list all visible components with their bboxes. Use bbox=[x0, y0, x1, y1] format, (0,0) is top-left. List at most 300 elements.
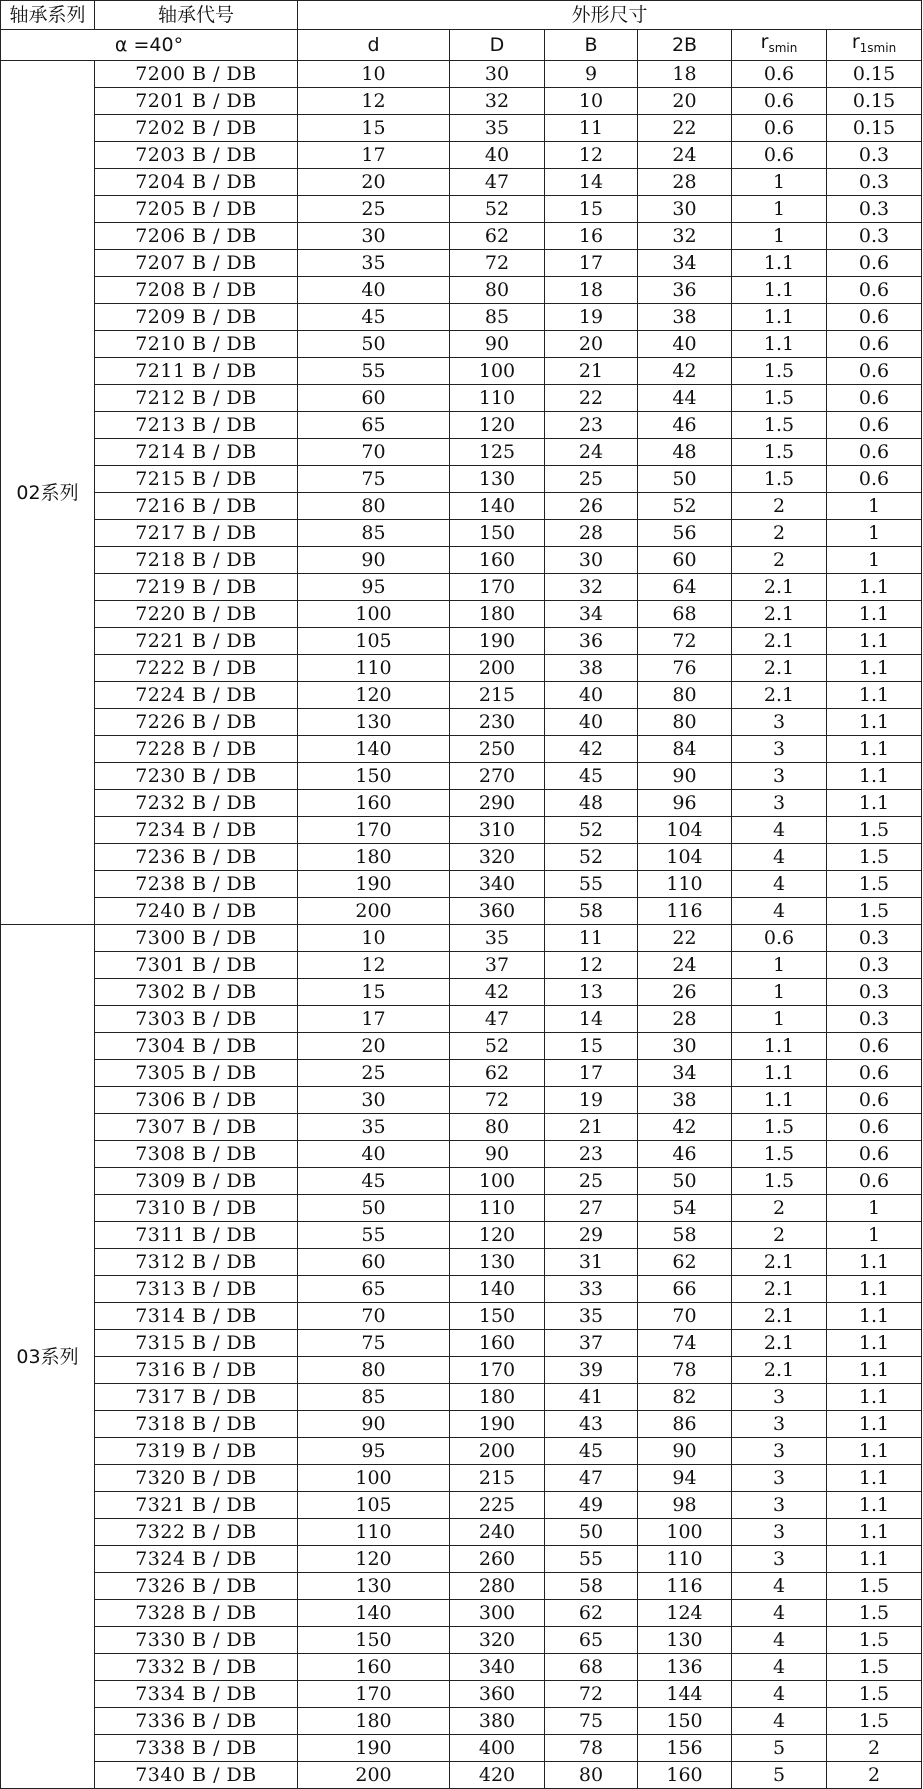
outer-d-cell: 100 bbox=[450, 1168, 545, 1195]
outer-d-cell: 32 bbox=[450, 88, 545, 115]
table-row bbox=[1, 1735, 922, 1762]
width-b-cell: 27 bbox=[545, 1195, 638, 1222]
width-2b-cell: 38 bbox=[638, 1087, 732, 1114]
bearing-code-cell: 7301 B / DB bbox=[95, 952, 298, 979]
bore-d-cell: 105 bbox=[298, 1492, 450, 1519]
table-row bbox=[1, 1276, 922, 1303]
width-2b-cell: 50 bbox=[638, 1168, 732, 1195]
width-b-cell: 16 bbox=[545, 223, 638, 250]
bearing-code-cell: 7317 B / DB bbox=[95, 1384, 298, 1411]
rsmin-cell: 3 bbox=[732, 1411, 827, 1438]
rsmin-cell: 5 bbox=[732, 1762, 827, 1789]
rsmin-cell: 4 bbox=[732, 844, 827, 871]
r1smin-cell: 1.1 bbox=[827, 736, 922, 763]
outer-d-cell: 35 bbox=[450, 925, 545, 952]
outer-d-cell: 140 bbox=[450, 493, 545, 520]
bearing-code-cell: 7207 B / DB bbox=[95, 250, 298, 277]
outer-d-cell: 270 bbox=[450, 763, 545, 790]
width-2b-cell: 46 bbox=[638, 1141, 732, 1168]
table-row bbox=[1, 1033, 922, 1060]
table-row bbox=[1, 358, 922, 385]
bore-d-cell: 105 bbox=[298, 628, 450, 655]
table-row bbox=[1, 466, 922, 493]
rsmin-cell: 1.5 bbox=[732, 1168, 827, 1195]
width-2b-cell: 72 bbox=[638, 628, 732, 655]
width-2b-cell: 50 bbox=[638, 466, 732, 493]
width-b-cell: 20 bbox=[545, 331, 638, 358]
r1smin-cell: 1.1 bbox=[827, 1357, 922, 1384]
r1smin-cell: 1 bbox=[827, 1195, 922, 1222]
r1smin-cell: 1.1 bbox=[827, 1303, 922, 1330]
bearing-code-cell: 7318 B / DB bbox=[95, 1411, 298, 1438]
bore-d-cell: 95 bbox=[298, 1438, 450, 1465]
width-b-cell: 9 bbox=[545, 61, 638, 88]
bearing-code-cell: 7303 B / DB bbox=[95, 1006, 298, 1033]
bore-d-cell: 190 bbox=[298, 871, 450, 898]
width-b-cell: 14 bbox=[545, 169, 638, 196]
outer-d-cell: 380 bbox=[450, 1708, 545, 1735]
r1smin-cell: 1.5 bbox=[827, 817, 922, 844]
bore-d-cell: 120 bbox=[298, 1546, 450, 1573]
outer-d-cell: 110 bbox=[450, 385, 545, 412]
table-row bbox=[1, 844, 922, 871]
outer-d-cell: 80 bbox=[450, 277, 545, 304]
bore-d-cell: 85 bbox=[298, 520, 450, 547]
bore-d-cell: 17 bbox=[298, 142, 450, 169]
rsmin-cell: 1.5 bbox=[732, 412, 827, 439]
width-2b-cell: 24 bbox=[638, 952, 732, 979]
bearing-code-cell: 7306 B / DB bbox=[95, 1087, 298, 1114]
outer-d-cell: 35 bbox=[450, 115, 545, 142]
width-2b-cell: 62 bbox=[638, 1249, 732, 1276]
width-2b-cell: 32 bbox=[638, 223, 732, 250]
r1smin-cell: 1.1 bbox=[827, 1276, 922, 1303]
bearing-code-cell: 7230 B / DB bbox=[95, 763, 298, 790]
table-row bbox=[1, 574, 922, 601]
width-b-cell: 17 bbox=[545, 1060, 638, 1087]
width-2b-cell: 30 bbox=[638, 1033, 732, 1060]
bearing-code-cell: 7206 B / DB bbox=[95, 223, 298, 250]
rsmin-cell: 3 bbox=[732, 1465, 827, 1492]
rsmin-cell: 2 bbox=[732, 1222, 827, 1249]
width-2b-cell: 42 bbox=[638, 358, 732, 385]
width-2b-cell: 44 bbox=[638, 385, 732, 412]
width-2b-cell: 40 bbox=[638, 331, 732, 358]
table-row bbox=[1, 952, 922, 979]
table-row bbox=[1, 979, 922, 1006]
table-row bbox=[1, 1330, 922, 1357]
outer-d-cell: 250 bbox=[450, 736, 545, 763]
bore-d-cell: 170 bbox=[298, 817, 450, 844]
rsmin-cell: 0.6 bbox=[732, 142, 827, 169]
outer-d-cell: 360 bbox=[450, 898, 545, 925]
rsmin-cell: 3 bbox=[732, 736, 827, 763]
width-b-cell: 48 bbox=[545, 790, 638, 817]
width-b-cell: 10 bbox=[545, 88, 638, 115]
bore-d-cell: 190 bbox=[298, 1735, 450, 1762]
rsmin-cell: 3 bbox=[732, 1438, 827, 1465]
table-row bbox=[1, 169, 922, 196]
outer-d-cell: 30 bbox=[450, 61, 545, 88]
width-2b-cell: 34 bbox=[638, 250, 732, 277]
r1smin-cell: 1.5 bbox=[827, 1708, 922, 1735]
r1smin-cell: 1.1 bbox=[827, 1384, 922, 1411]
width-2b-cell: 26 bbox=[638, 979, 732, 1006]
width-2b-cell: 100 bbox=[638, 1519, 732, 1546]
r1smin-cell: 2 bbox=[827, 1762, 922, 1789]
bore-d-cell: 17 bbox=[298, 1006, 450, 1033]
outer-d-column-header: D bbox=[450, 30, 545, 61]
rsmin-cell: 0.6 bbox=[732, 925, 827, 952]
width-2b-cell: 74 bbox=[638, 1330, 732, 1357]
outer-d-cell: 130 bbox=[450, 466, 545, 493]
bore-d-cell: 45 bbox=[298, 1168, 450, 1195]
bore-d-cell: 70 bbox=[298, 439, 450, 466]
bearing-code-cell: 7216 B / DB bbox=[95, 493, 298, 520]
bearing-code-cell: 7224 B / DB bbox=[95, 682, 298, 709]
rsmin-cell: 2.1 bbox=[732, 628, 827, 655]
outer-d-cell: 170 bbox=[450, 574, 545, 601]
width-b-cell: 40 bbox=[545, 682, 638, 709]
width-b-cell: 19 bbox=[545, 304, 638, 331]
bearing-code-cell: 7309 B / DB bbox=[95, 1168, 298, 1195]
outer-d-cell: 90 bbox=[450, 1141, 545, 1168]
outer-d-cell: 85 bbox=[450, 304, 545, 331]
table-row bbox=[1, 763, 922, 790]
width-b-cell: 31 bbox=[545, 1249, 638, 1276]
rsmin-cell: 3 bbox=[732, 1492, 827, 1519]
width-2b-cell: 56 bbox=[638, 520, 732, 547]
outer-d-cell: 200 bbox=[450, 1438, 545, 1465]
table-row bbox=[1, 1762, 922, 1789]
rsmin-cell: 0.6 bbox=[732, 88, 827, 115]
outer-d-cell: 215 bbox=[450, 682, 545, 709]
width-2b-cell: 68 bbox=[638, 601, 732, 628]
width-b-cell: 50 bbox=[545, 1519, 638, 1546]
bore-d-cell: 70 bbox=[298, 1303, 450, 1330]
bearing-code-cell: 7205 B / DB bbox=[95, 196, 298, 223]
r1smin-cell: 0.6 bbox=[827, 385, 922, 412]
rsmin-cell: 2.1 bbox=[732, 682, 827, 709]
rsmin-cell: 1.1 bbox=[732, 1060, 827, 1087]
bore-d-cell: 15 bbox=[298, 979, 450, 1006]
rsmin-cell: 4 bbox=[732, 1627, 827, 1654]
bearing-code-cell: 7304 B / DB bbox=[95, 1033, 298, 1060]
table-row bbox=[1, 493, 922, 520]
outer-d-cell: 150 bbox=[450, 1303, 545, 1330]
table-row bbox=[1, 1141, 922, 1168]
r1smin-cell: 0.6 bbox=[827, 1114, 922, 1141]
bore-d-cell: 110 bbox=[298, 655, 450, 682]
rsmin-cell: 2 bbox=[732, 547, 827, 574]
width-2b-cell: 160 bbox=[638, 1762, 732, 1789]
r1smin-cell: 1 bbox=[827, 547, 922, 574]
2b-column-header: 2B bbox=[638, 30, 732, 61]
r1smin-cell: 0.6 bbox=[827, 1168, 922, 1195]
r1smin-cell: 0.3 bbox=[827, 925, 922, 952]
width-2b-cell: 94 bbox=[638, 1465, 732, 1492]
width-b-cell: 38 bbox=[545, 655, 638, 682]
width-b-cell: 24 bbox=[545, 439, 638, 466]
outer-d-cell: 420 bbox=[450, 1762, 545, 1789]
outer-d-cell: 150 bbox=[450, 520, 545, 547]
width-b-cell: 55 bbox=[545, 871, 638, 898]
bearing-code-cell: 7200 B / DB bbox=[95, 61, 298, 88]
rsmin-cell: 4 bbox=[732, 871, 827, 898]
rsmin-cell: 4 bbox=[732, 1600, 827, 1627]
width-2b-cell: 22 bbox=[638, 115, 732, 142]
dimensions-group-header: 外形尺寸 bbox=[298, 1, 922, 30]
bore-d-cell: 10 bbox=[298, 61, 450, 88]
rsmin-cell: 2.1 bbox=[732, 1303, 827, 1330]
outer-d-cell: 280 bbox=[450, 1573, 545, 1600]
r1smin-cell: 0.3 bbox=[827, 1006, 922, 1033]
outer-d-cell: 72 bbox=[450, 250, 545, 277]
outer-d-cell: 100 bbox=[450, 358, 545, 385]
width-2b-cell: 84 bbox=[638, 736, 732, 763]
outer-d-cell: 300 bbox=[450, 1600, 545, 1627]
table-row bbox=[1, 1087, 922, 1114]
width-2b-cell: 80 bbox=[638, 709, 732, 736]
rsmin-cell: 4 bbox=[732, 1708, 827, 1735]
bore-d-cell: 45 bbox=[298, 304, 450, 331]
bearing-code-cell: 7201 B / DB bbox=[95, 88, 298, 115]
bearing-code-cell: 7308 B / DB bbox=[95, 1141, 298, 1168]
bearing-code-cell: 7336 B / DB bbox=[95, 1708, 298, 1735]
rsmin-cell: 1 bbox=[732, 223, 827, 250]
table-row bbox=[1, 142, 922, 169]
width-b-cell: 42 bbox=[545, 736, 638, 763]
width-b-cell: 21 bbox=[545, 358, 638, 385]
width-2b-cell: 58 bbox=[638, 1222, 732, 1249]
bore-d-cell: 95 bbox=[298, 574, 450, 601]
table-row bbox=[1, 1654, 922, 1681]
width-b-cell: 52 bbox=[545, 844, 638, 871]
rsmin-cell: 1.5 bbox=[732, 385, 827, 412]
r1smin-cell: 0.6 bbox=[827, 412, 922, 439]
bore-d-cell: 170 bbox=[298, 1681, 450, 1708]
bore-d-cell: 40 bbox=[298, 1141, 450, 1168]
bore-d-cell: 50 bbox=[298, 1195, 450, 1222]
rsmin-cell: 0.6 bbox=[732, 61, 827, 88]
r1smin-cell: 0.15 bbox=[827, 61, 922, 88]
bearing-code-cell: 7202 B / DB bbox=[95, 115, 298, 142]
width-b-cell: 40 bbox=[545, 709, 638, 736]
bearing-code-cell: 7209 B / DB bbox=[95, 304, 298, 331]
width-b-cell: 32 bbox=[545, 574, 638, 601]
r1smin-cell: 1 bbox=[827, 1222, 922, 1249]
r1smin-column-header bbox=[827, 30, 922, 61]
bore-d-cell: 60 bbox=[298, 385, 450, 412]
r1smin-cell: 1.1 bbox=[827, 574, 922, 601]
r1smin-cell: 1.1 bbox=[827, 1546, 922, 1573]
width-b-cell: 11 bbox=[545, 115, 638, 142]
bore-d-cell: 60 bbox=[298, 1249, 450, 1276]
series-label-cell: 02系列 bbox=[1, 61, 95, 925]
rsmin-cell: 4 bbox=[732, 1681, 827, 1708]
r1smin-cell: 0.6 bbox=[827, 277, 922, 304]
width-2b-cell: 80 bbox=[638, 682, 732, 709]
b-column-header: B bbox=[545, 30, 638, 61]
r1smin-cell: 1.1 bbox=[827, 709, 922, 736]
bearing-code-cell: 7204 B / DB bbox=[95, 169, 298, 196]
width-b-cell: 45 bbox=[545, 763, 638, 790]
width-b-cell: 35 bbox=[545, 1303, 638, 1330]
outer-d-cell: 160 bbox=[450, 547, 545, 574]
r1smin-cell: 1.5 bbox=[827, 1600, 922, 1627]
bore-d-cell: 80 bbox=[298, 1357, 450, 1384]
table-row bbox=[1, 1222, 922, 1249]
contact-angle-header: α =40° bbox=[1, 30, 298, 61]
width-b-cell: 39 bbox=[545, 1357, 638, 1384]
r1smin-cell: 0.3 bbox=[827, 142, 922, 169]
bearing-code-cell: 7226 B / DB bbox=[95, 709, 298, 736]
series-label-cell: 03系列 bbox=[1, 925, 95, 1789]
bearing-code-cell: 7332 B / DB bbox=[95, 1654, 298, 1681]
outer-d-cell: 360 bbox=[450, 1681, 545, 1708]
bore-d-cell: 150 bbox=[298, 763, 450, 790]
bore-d-cell: 15 bbox=[298, 115, 450, 142]
rsmin-cell: 3 bbox=[732, 763, 827, 790]
table-row bbox=[1, 412, 922, 439]
rsmin-cell: 1.5 bbox=[732, 439, 827, 466]
bearing-code-cell: 7208 B / DB bbox=[95, 277, 298, 304]
bore-d-cell: 110 bbox=[298, 1519, 450, 1546]
bore-d-cell: 10 bbox=[298, 925, 450, 952]
table-row bbox=[1, 898, 922, 925]
r1smin-cell: 0.3 bbox=[827, 223, 922, 250]
bore-d-cell: 25 bbox=[298, 1060, 450, 1087]
width-2b-cell: 18 bbox=[638, 61, 732, 88]
outer-d-cell: 90 bbox=[450, 331, 545, 358]
table-row bbox=[1, 115, 922, 142]
table-row bbox=[1, 547, 922, 574]
table-row bbox=[1, 628, 922, 655]
bore-d-cell: 55 bbox=[298, 1222, 450, 1249]
r1smin-cell: 1.1 bbox=[827, 1438, 922, 1465]
bearing-code-cell: 7313 B / DB bbox=[95, 1276, 298, 1303]
bearing-code-cell: 7234 B / DB bbox=[95, 817, 298, 844]
width-b-cell: 58 bbox=[545, 898, 638, 925]
table-row bbox=[1, 736, 922, 763]
bearing-code-cell: 7218 B / DB bbox=[95, 547, 298, 574]
outer-d-cell: 80 bbox=[450, 1114, 545, 1141]
bore-d-cell: 85 bbox=[298, 1384, 450, 1411]
width-2b-cell: 66 bbox=[638, 1276, 732, 1303]
r1smin-cell: 1.5 bbox=[827, 1681, 922, 1708]
width-2b-cell: 144 bbox=[638, 1681, 732, 1708]
r1smin-cell: 0.6 bbox=[827, 1060, 922, 1087]
width-b-cell: 49 bbox=[545, 1492, 638, 1519]
rsmin-cell: 2.1 bbox=[732, 601, 827, 628]
width-b-cell: 72 bbox=[545, 1681, 638, 1708]
r1smin-cell: 0.3 bbox=[827, 952, 922, 979]
width-b-cell: 28 bbox=[545, 520, 638, 547]
r1smin-cell: 0.6 bbox=[827, 1141, 922, 1168]
width-b-cell: 21 bbox=[545, 1114, 638, 1141]
bearing-code-cell: 7338 B / DB bbox=[95, 1735, 298, 1762]
width-2b-cell: 96 bbox=[638, 790, 732, 817]
width-2b-cell: 52 bbox=[638, 493, 732, 520]
bore-d-cell: 20 bbox=[298, 169, 450, 196]
width-2b-cell: 20 bbox=[638, 88, 732, 115]
bore-d-cell: 65 bbox=[298, 1276, 450, 1303]
width-b-cell: 25 bbox=[545, 1168, 638, 1195]
width-2b-cell: 82 bbox=[638, 1384, 732, 1411]
table-row bbox=[1, 385, 922, 412]
bore-d-cell: 30 bbox=[298, 223, 450, 250]
width-2b-cell: 70 bbox=[638, 1303, 732, 1330]
outer-d-cell: 40 bbox=[450, 142, 545, 169]
width-b-cell: 62 bbox=[545, 1600, 638, 1627]
width-b-cell: 29 bbox=[545, 1222, 638, 1249]
width-2b-cell: 76 bbox=[638, 655, 732, 682]
rsmin-cell: 4 bbox=[732, 1573, 827, 1600]
bearing-code-cell: 7307 B / DB bbox=[95, 1114, 298, 1141]
table-row bbox=[1, 439, 922, 466]
outer-d-cell: 47 bbox=[450, 1006, 545, 1033]
width-b-cell: 78 bbox=[545, 1735, 638, 1762]
rsmin-cell: 0.6 bbox=[732, 115, 827, 142]
width-b-cell: 12 bbox=[545, 952, 638, 979]
table-row bbox=[1, 304, 922, 331]
outer-d-cell: 200 bbox=[450, 655, 545, 682]
bore-d-cell: 50 bbox=[298, 331, 450, 358]
r1smin-cell: 0.15 bbox=[827, 115, 922, 142]
width-b-cell: 19 bbox=[545, 1087, 638, 1114]
bore-d-cell: 30 bbox=[298, 1087, 450, 1114]
rsmin-column-header bbox=[732, 30, 827, 61]
outer-d-cell: 130 bbox=[450, 1249, 545, 1276]
bore-d-cell: 200 bbox=[298, 898, 450, 925]
outer-d-cell: 52 bbox=[450, 1033, 545, 1060]
bearing-code-cell: 7215 B / DB bbox=[95, 466, 298, 493]
rsmin-cell: 2 bbox=[732, 520, 827, 547]
rsmin-cell: 4 bbox=[732, 817, 827, 844]
width-2b-cell: 60 bbox=[638, 547, 732, 574]
bearing-code-cell: 7319 B / DB bbox=[95, 1438, 298, 1465]
table-row bbox=[1, 1357, 922, 1384]
rsmin-cell: 1.5 bbox=[732, 466, 827, 493]
rsmin-cell: 2.1 bbox=[732, 1330, 827, 1357]
rsmin-base: r bbox=[760, 31, 769, 53]
r1smin-cell: 0.3 bbox=[827, 979, 922, 1006]
width-2b-cell: 86 bbox=[638, 1411, 732, 1438]
bore-d-cell: 80 bbox=[298, 493, 450, 520]
code-column-header: 轴承代号 bbox=[95, 1, 298, 30]
width-2b-cell: 104 bbox=[638, 817, 732, 844]
series-column-header: 轴承系列 bbox=[1, 1, 95, 30]
table-row bbox=[1, 871, 922, 898]
outer-d-cell: 110 bbox=[450, 1195, 545, 1222]
bearing-code-cell: 7232 B / DB bbox=[95, 790, 298, 817]
rsmin-cell: 2.1 bbox=[732, 1357, 827, 1384]
bore-d-cell: 130 bbox=[298, 709, 450, 736]
outer-d-cell: 125 bbox=[450, 439, 545, 466]
r1smin-cell: 0.6 bbox=[827, 250, 922, 277]
width-2b-cell: 24 bbox=[638, 142, 732, 169]
width-b-cell: 25 bbox=[545, 466, 638, 493]
rsmin-cell: 3 bbox=[732, 1546, 827, 1573]
width-2b-cell: 30 bbox=[638, 196, 732, 223]
width-b-cell: 33 bbox=[545, 1276, 638, 1303]
width-b-cell: 23 bbox=[545, 1141, 638, 1168]
width-b-cell: 52 bbox=[545, 817, 638, 844]
width-b-cell: 45 bbox=[545, 1438, 638, 1465]
rsmin-cell: 1.1 bbox=[732, 304, 827, 331]
table-row bbox=[1, 223, 922, 250]
bore-d-cell: 40 bbox=[298, 277, 450, 304]
